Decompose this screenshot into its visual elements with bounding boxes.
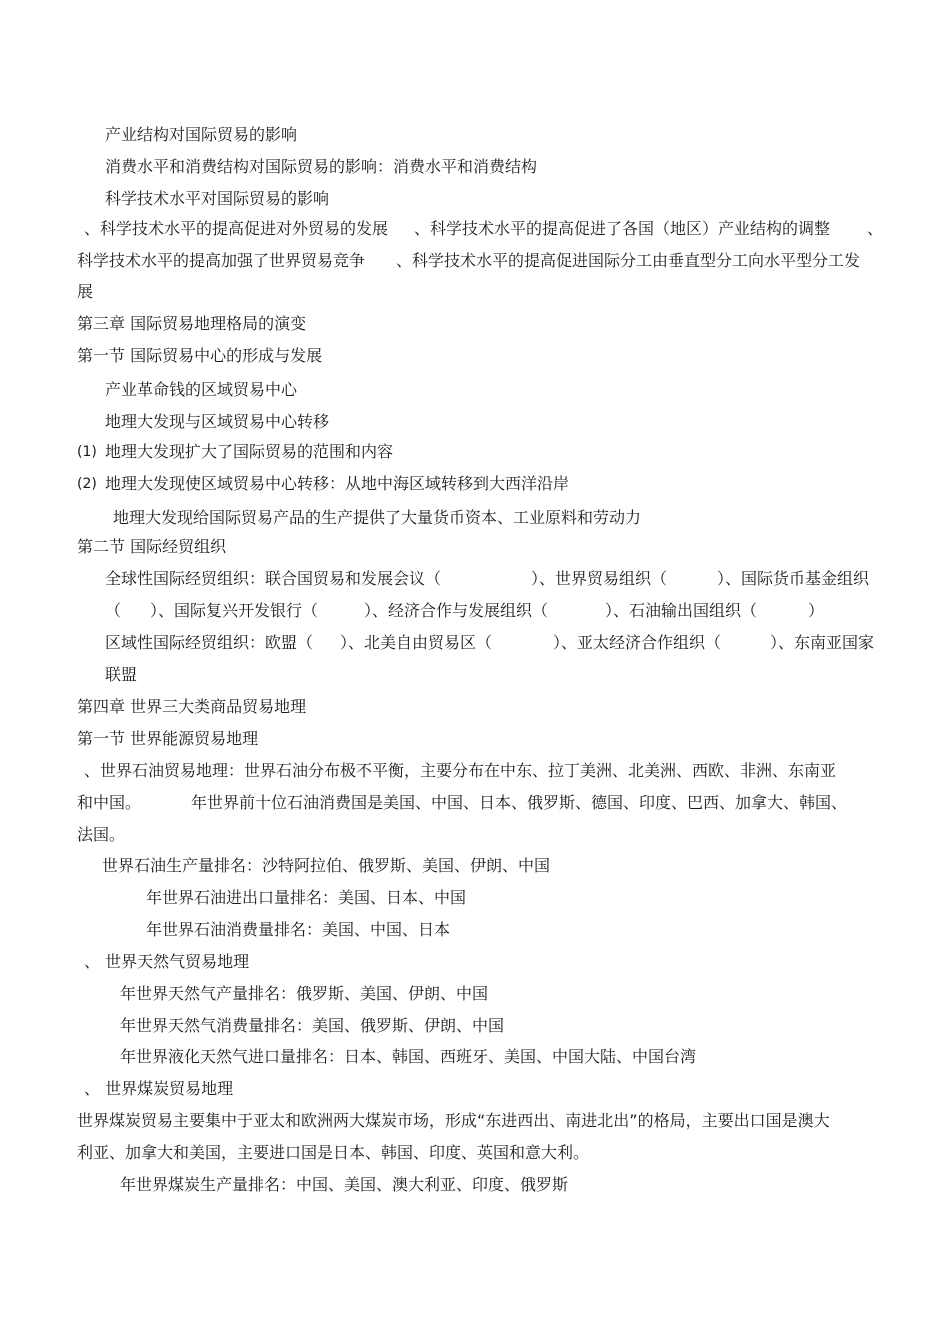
text-segment: 年世界石油进出口量排名：美国、日本、中国 — [146, 888, 467, 907]
text-segment: ）、东南亚国家 — [770, 633, 875, 652]
text-segment: ）、世界贸易组织（ — [531, 569, 668, 588]
heading-text: 第三章 国际贸易地理格局的演变 — [77, 314, 307, 333]
text-segment: 和中国。 — [77, 793, 142, 812]
text-segment: 、科学技术水平的提高促进对外贸易的发展 — [84, 219, 389, 238]
text-segment: 、 世界煤炭贸易地理 — [84, 1079, 234, 1098]
text-segment: 年世界天然气产量排名：俄罗斯、美国、伊朗、中国 — [120, 984, 489, 1003]
list-item-text: 地理大发现给国际贸易产品的生产提供了大量货币资本、工业原料和劳动力 — [113, 508, 642, 527]
text-segment: 世界煤炭贸易主要集中于亚太和欧洲两大煤炭市场，形成“东进西出、南进北出”的格局，主要出口国是澳大 — [77, 1111, 830, 1130]
heading-text: 第四章 世界三大类商品贸易地理 — [77, 697, 307, 716]
text-segment: ） — [808, 601, 825, 620]
list-item-text: 地理大发现使区域贸易中心转移：从地中海区域转移到大西洋沿岸 — [105, 474, 570, 493]
text-segment: 、世界石油贸易地理：世界石油分布极不平衡，主要分布在中东、拉丁美洲、北美洲、西欧、非洲、东南亚 — [84, 761, 837, 780]
text-segment: 、 — [867, 219, 884, 238]
text-segment: 年世界天然气消费量排名：美国、俄罗斯、伊朗、中国 — [120, 1016, 505, 1035]
item-number: (2) — [77, 476, 97, 492]
list-item-text: 地理大发现扩大了国际贸易的范围和内容 — [105, 442, 394, 461]
text-segment: 年世界前十位石油消费国是美国、中国、日本、俄罗斯、德国、印度、巴西、加拿大、韩国、 — [191, 793, 848, 812]
text-segment: 全球性国际经贸组织：联合国贸易和发展会议（ — [105, 569, 442, 588]
text-segment: 法国。 — [77, 825, 126, 844]
text-segment: 年世界液化天然气进口量排名：日本、韩国、西班牙、美国、中国大陆、中国台湾 — [120, 1047, 697, 1066]
text-segment: 年世界石油消费量排名：美国、中国、日本 — [146, 920, 451, 939]
text-segment: 、科学技术水平的提高促进了各国（地区）产业结构的调整 — [414, 219, 831, 238]
list-item-text: 消费水平和消费结构对国际贸易的影响：消费水平和消费结构 — [105, 157, 538, 176]
heading-text: 第一节 国际贸易中心的形成与发展 — [77, 346, 323, 365]
text-segment: 世界石油生产量排名：沙特阿拉伯、俄罗斯、美国、伊朗、中国 — [102, 856, 551, 875]
text-segment: ）、北美自由贸易区（ — [340, 633, 493, 652]
list-item-text: 科学技术水平对国际贸易的影响 — [105, 189, 330, 208]
heading-text: 第二节 国际经贸组织 — [77, 537, 227, 556]
list-item-text: 地理大发现与区域贸易中心转移 — [105, 412, 330, 431]
text-segment: 年世界煤炭生产量排名：中国、美国、澳大利亚、印度、俄罗斯 — [120, 1175, 569, 1194]
text-segment: ）、亚太经济合作组织（ — [553, 633, 722, 652]
text-segment: 利亚、加拿大和美国，主要进口国是日本、韩国、印度、英国和意大利。 — [77, 1143, 590, 1162]
item-number: (1) — [77, 444, 97, 460]
list-item-text: 产业结构对国际贸易的影响 — [105, 125, 298, 144]
text-segment: 区域性国际经贸组织：欧盟（ — [105, 633, 314, 652]
text-segment: ）、石油输出国组织（ — [605, 601, 758, 620]
text-segment: ）、国际复兴开发银行（ — [150, 601, 319, 620]
list-item-text: 产业革命钱的区域贸易中心 — [105, 380, 298, 399]
text-segment: 展 — [77, 282, 94, 301]
text-segment: 科学技术水平的提高加强了世界贸易竞争 — [77, 251, 366, 270]
text-segment: ）、经济合作与发展组织（ — [364, 601, 549, 620]
text-segment: 、科学技术水平的提高促进国际分工由垂直型分工向水平型分工发 — [396, 251, 861, 270]
heading-text: 第一节 世界能源贸易地理 — [77, 729, 259, 748]
text-segment: ）、国际货币基金组织 — [717, 569, 870, 588]
text-segment: 联盟 — [105, 665, 138, 684]
text-segment: （ — [105, 601, 122, 620]
text-segment: 、 世界天然气贸易地理 — [84, 952, 250, 971]
